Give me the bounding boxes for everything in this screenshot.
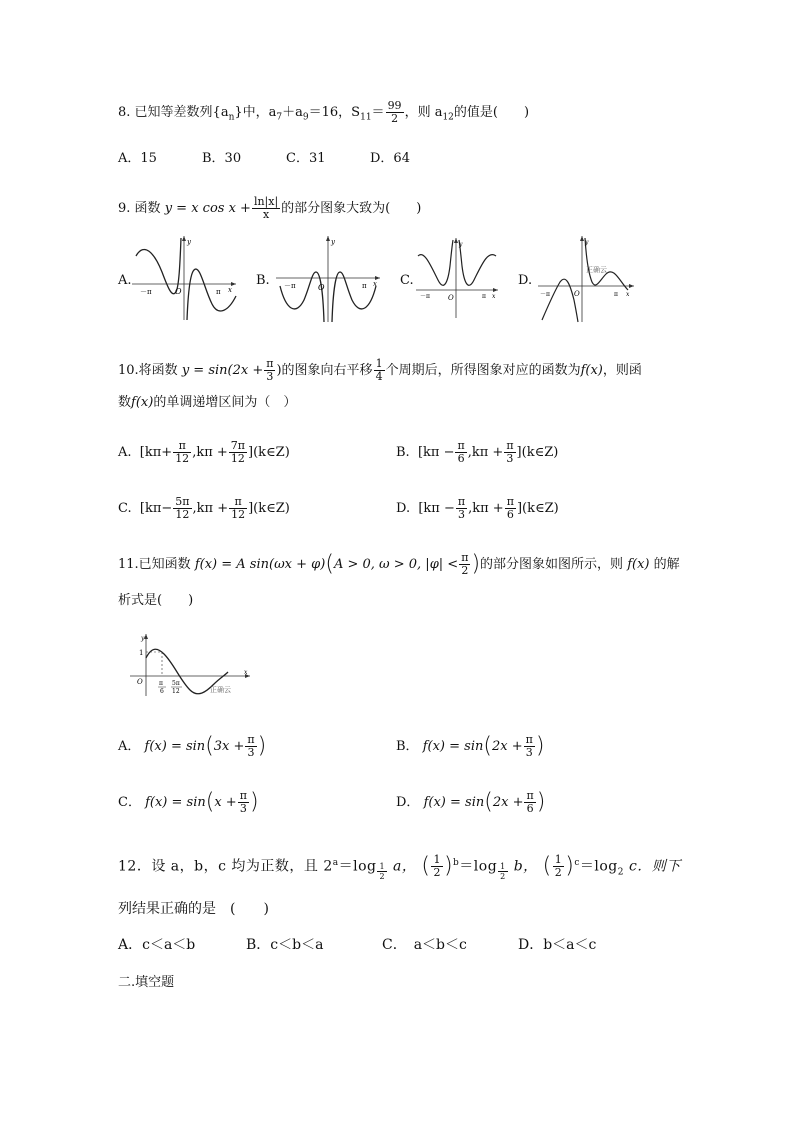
q9-option-b[interactable]: B.	[256, 273, 270, 288]
origin-label: O	[448, 294, 454, 302]
curve-left	[280, 272, 324, 322]
pi-label: π	[216, 288, 221, 296]
q12-option-c[interactable]: C． a＜b＜c	[382, 937, 467, 953]
section-heading-fill-in: 二.填空题	[118, 975, 175, 990]
y-axis-arrow	[144, 634, 148, 639]
x-label: x	[492, 293, 496, 300]
q10-option-d[interactable]: D. [kπ − $\frac{\pi}{3}$ ,kπ + $\frac{\pi}{6}$ ](k∈Z)	[396, 495, 559, 521]
y-label: y	[331, 238, 335, 246]
pi-label: π	[362, 282, 367, 290]
q12-option-d[interactable]: D．b＜a＜c	[518, 937, 597, 953]
q8-stem: 8. 已知等差数列$\{a_n\}$中，$a_7+a_9=16$，$S_{11}=$ $\frac{99}{2}$ ，则 $a_{12}$的值是( )	[118, 99, 530, 125]
y-label: y	[585, 239, 589, 246]
tick-5pi-over-12-num: 5π	[172, 680, 180, 687]
watermark-text: 正确云	[586, 266, 607, 274]
curve-left	[418, 240, 453, 285]
origin-label: O	[137, 678, 143, 686]
q8-option-a[interactable]: A．15	[118, 151, 157, 166]
q9-fraction: $\frac{\ln|x|}{x}$	[253, 195, 279, 221]
q8-option-b[interactable]: B．30	[202, 151, 242, 166]
y-axis-arrow	[182, 236, 186, 241]
q10-line2: 数f(x)的单调递增区间为（ ）	[118, 395, 297, 410]
curve-right	[585, 238, 628, 290]
q11-option-a[interactable]: A． f(x) = sin(3x + $\frac{\pi}{3}$ )	[118, 733, 267, 759]
x-axis-arrow	[629, 284, 634, 288]
x-label: x	[626, 291, 630, 298]
neg-pi-label: －π	[284, 282, 296, 290]
y-axis-arrow	[454, 238, 458, 243]
q9-graph-b	[276, 234, 384, 324]
q9-graph-d	[538, 234, 638, 324]
one-label: 1	[139, 649, 144, 657]
y-axis-arrow	[326, 236, 330, 241]
y-label: y	[141, 635, 145, 642]
curve-right	[459, 240, 496, 285]
q8-option-c[interactable]: C．31	[286, 151, 326, 166]
q10-option-a[interactable]: A. [kπ+ $\frac{\pi}{12}$ ,kπ + $\frac{7\pi}{12}$ ](k∈Z)	[118, 439, 290, 465]
q11-option-d[interactable]: D． f(x) = sin(2x + $\frac{\pi}{6}$ )	[396, 789, 546, 815]
q9-option-a[interactable]: A.	[118, 273, 132, 288]
q9-option-d[interactable]: D.	[518, 273, 533, 288]
q9-graph-a	[132, 234, 240, 322]
pi-label: π	[614, 291, 618, 298]
curve-right	[332, 272, 376, 322]
q9-graph-c	[416, 236, 502, 320]
x-axis-arrow	[493, 288, 498, 292]
watermark-text: 正确云	[210, 686, 231, 694]
q8-option-d[interactable]: D．64	[370, 151, 410, 166]
curve-right	[187, 269, 236, 320]
q12-option-b[interactable]: B．c＜b＜a	[246, 937, 324, 953]
tick-pi-over-6-den: 6	[160, 688, 164, 695]
tick-pi-over-6-num: π	[159, 680, 163, 687]
q11-pi-over-2: $\frac{\pi}{2}$	[461, 551, 469, 577]
q10-line1: 10.将函数 y = sin(2x + $\frac{\pi}{3}$ )的图象向右平移 $\frac{1}{4}$ 个周期后，所得图象对应的函数为f(x)，则函	[118, 357, 642, 383]
q12-option-a[interactable]: A．c＜a＜b	[118, 937, 196, 953]
q10-option-c[interactable]: C. [kπ− $\frac{5\pi}{12}$ ,kπ + $\frac{\pi}{12}$ ](k∈Z)	[118, 495, 290, 521]
x-label: x	[373, 280, 377, 288]
q9-option-c[interactable]: C.	[400, 273, 414, 288]
q9-stem: 9. 函数 y = x cos x + $\frac{\ln|x|}{x}$ 的部分图象大致为( )	[118, 195, 422, 221]
q12-line1: 12．设 a，b，c 均为正数，且 $2^a=\log$ $_{\frac{1}{2}}$ a， ( $\frac{1}{2}$ )$^b$＝log $_{\frac{1}{2}}$ b， ( $\frac{1}{2}$ )$^c=\log_2$ c．则下	[118, 853, 681, 882]
origin-label: O	[318, 283, 325, 292]
origin-label: O	[175, 287, 182, 296]
neg-pi-label: －π	[140, 288, 152, 296]
q12-line2: 列结果正确的是 ( )	[118, 901, 269, 917]
neg-pi-label: －π	[420, 293, 430, 300]
y-label: y	[459, 241, 463, 248]
q10-pi-over-3: $\frac{\pi}{3}$	[266, 357, 274, 383]
tick-5pi-over-12-den: 12	[172, 688, 180, 695]
q11-line1: 11.已知函数 f(x) = A sin(ωx + φ)(A > 0, ω > 0, |φ| < $\frac{\pi}{2}$ )的部分图象如图所示，则 f(x) 的解	[118, 551, 680, 577]
q8-fraction: $\frac{99}{2}$	[387, 99, 402, 125]
q11-graph	[128, 632, 254, 698]
q11-option-c[interactable]: C． f(x) = sin(x + $\frac{\pi}{3}$ )	[118, 789, 259, 815]
origin-label: O	[574, 290, 580, 298]
y-label: y	[187, 238, 191, 246]
y-axis-arrow	[580, 236, 584, 241]
q11-line2: 析式是( )	[118, 593, 194, 608]
q10-option-b[interactable]: B. [kπ − $\frac{\pi}{6}$ ,kπ + $\frac{\pi}{3}$ ](k∈Z)	[396, 439, 559, 465]
x-label: x	[228, 286, 232, 294]
q10-quarter: $\frac{1}{4}$	[375, 357, 383, 383]
pi-label: π	[482, 293, 486, 300]
curve-left	[136, 238, 181, 294]
neg-pi-label: －π	[540, 291, 550, 298]
q11-option-b[interactable]: B． f(x) = sin(2x + $\frac{\pi}{3}$ )	[396, 733, 545, 759]
x-label: x	[244, 669, 248, 676]
